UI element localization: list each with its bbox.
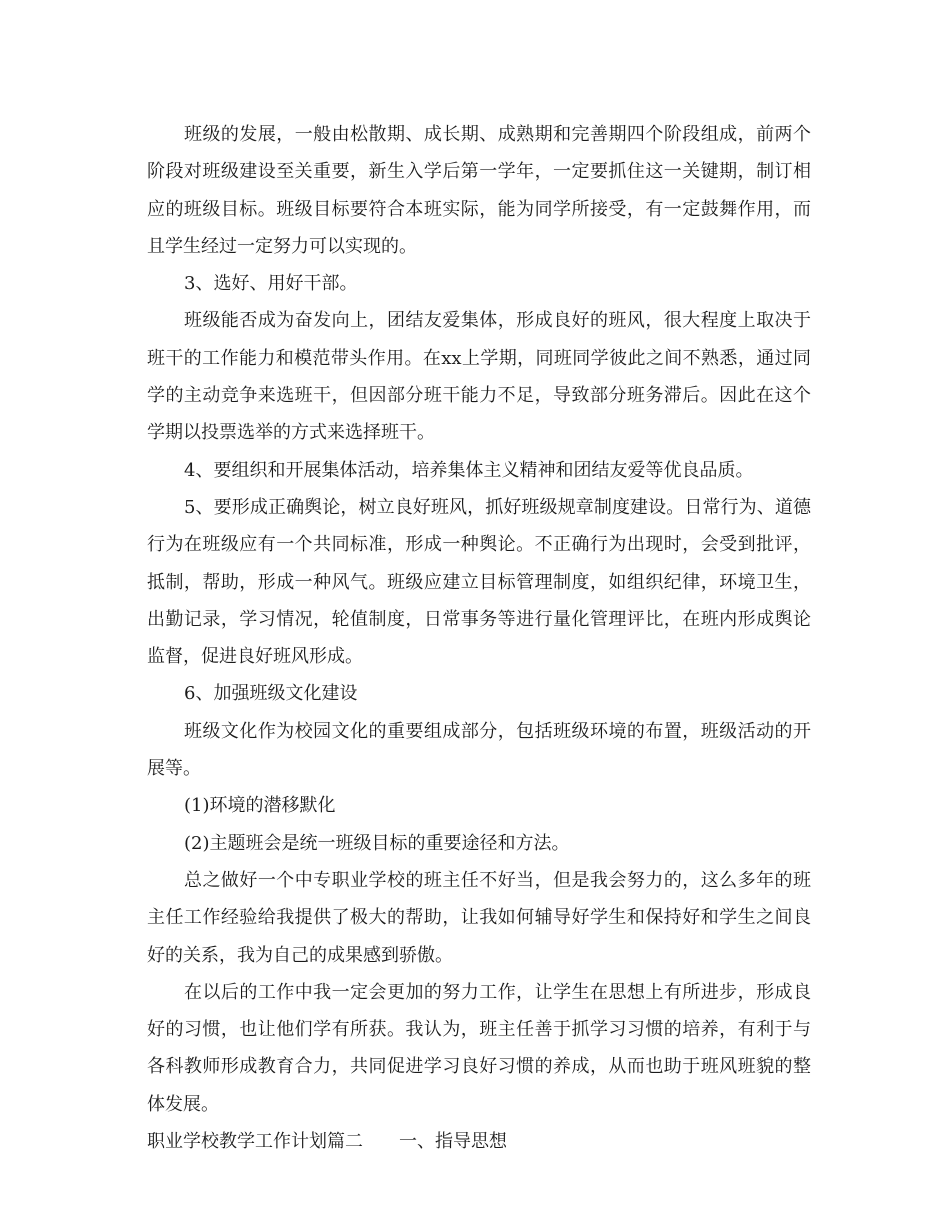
subitem-theme-meeting: (2)主题班会是统一班级目标的重要途径和方法。 [184,832,570,854]
section-heading-line [147,1123,811,1160]
document-body [147,116,811,1160]
heading-class-culture: 6、加强班级文化建设 [184,683,358,705]
item-collective-activities: 4、要组织和开展集体活动，培养集体主义精神和团结友爱等优良品质。 [184,459,754,481]
paragraph-future-work: 在以后的工作中我一定会更加的努力工作，让学生在思想上有所进步，形成良好的习惯，也让他们学有所获。我认为，班主任善于抓学习习惯的培养，有利于与各科教师形成教育合力，共同促进学习良好习惯的养成，从而也助于班风班貌的整体发展。 [147,981,811,1115]
paragraph-class-culture: 班级文化作为校园文化的重要组成部分，包括班级环境的布置，班级活动的开展等。 [147,720,811,780]
section-title: 职业学校教学工作计划篇二 [147,1131,363,1153]
paragraph-class-cadres: 班级能否成为奋发向上，团结友爱集体，形成良好的班风，很大程度上取决于班干的工作能力和模范带头作用。在xx上学期，同班同学彼此之间不熟悉，通过同学的主动竞争来选班干，但因部分班干能力不足，导致部分班务滞后。因此在这个学期以投票选举的方式来选择班干。 [147,310,811,444]
heading-select-cadres: 3、选好、用好干部。 [184,273,358,295]
paragraph-class-development: 班级的发展，一般由松散期、成长期、成熟期和完善期四个阶段组成，前两个阶段对班级建设至关重要，新生入学后第一学年，一定要抓住这一关键期，制订相应的班级目标。班级目标要符合本班实际，能为同学所接受，有一定鼓舞作用，而且学生经过一定努力可以实现的。 [147,124,811,257]
subitem-environment: (1)环境的潜移默化 [184,795,336,817]
section-subtitle: 一、指导思想 [399,1131,507,1153]
item-public-opinion: 5、要形成正确舆论，树立良好班风，抓好班级规章制度建设。日常行为、道德行为在班级应有一个共同标准，形成一种舆论。不正确行为出现时，会受到批评，抵制，帮助，形成一种风气。班级应建立目标管理制度，如组织纪律，环境卫生，出勤记录，学习情况，轮值制度，日常事务等进行量化管理评比，在班内形成舆论监督，促进良好班风形成。 [147,496,811,668]
paragraph-summary: 总之做好一个中专职业学校的班主任不好当，但是我会努力的，这么多年的班主任工作经验给我提供了极大的帮助，让我如何辅导好学生和保持好和学生之间良好的关系，我为自己的成果感到骄傲。 [147,869,811,966]
